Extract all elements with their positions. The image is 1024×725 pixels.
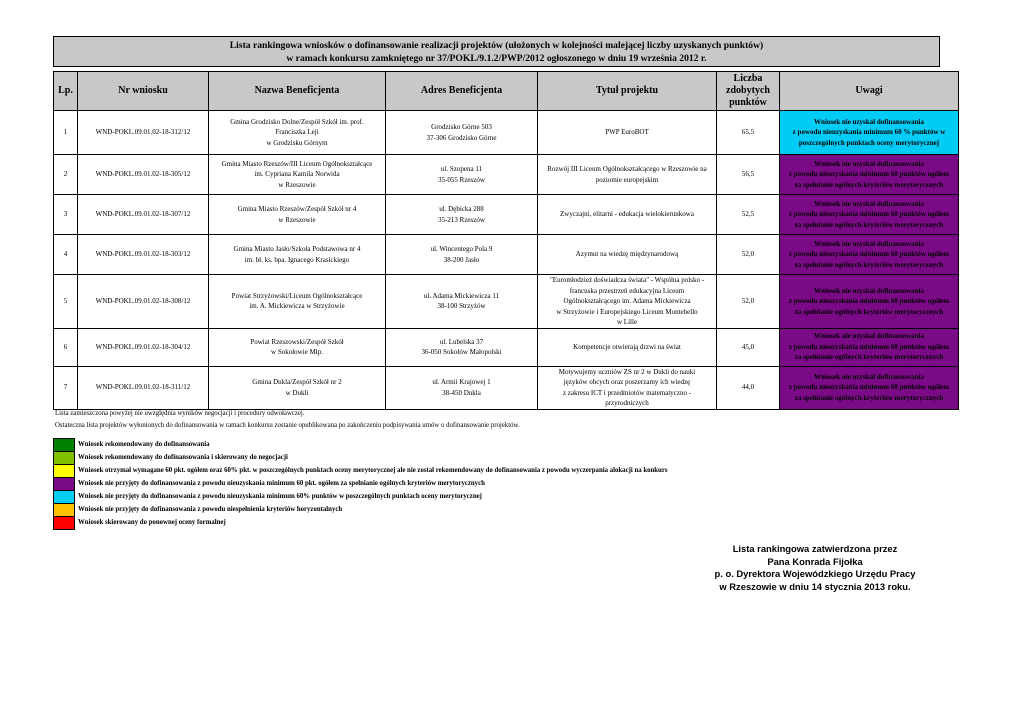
cell-line: w Sokołowie Młp. [271, 348, 323, 356]
legend-item [53, 477, 753, 490]
cell-tytul [538, 328, 717, 366]
title-line-1: Lista rankingowa wniosków o dofinansowanie realizacji projektów (ułożonych w kolejności malejącej liczby uzyskanych punktów) [229, 39, 764, 51]
cell-line: ul. Szopena 11 [440, 165, 483, 173]
approval-line: w Rzeszowie w dniu 14 stycznia 2013 roku. [719, 580, 911, 592]
cell-line: Wniosek nie uzyskał dofinansowania [814, 372, 924, 381]
cell-line: ul. Lubelska 37 [439, 337, 484, 346]
cell-line: w Grodzisku Górnym [266, 138, 328, 147]
cell-line: 38-450 Dukla [442, 388, 481, 397]
legend-label: Wniosek nie przyjęty do dofinansowania z powodu nieuzyskania minimum 60% punktów w poszczególnych punktach oceny merytorycznej [78, 493, 482, 500]
cell-line: Kompetencje otwierają drzwi na świat [573, 342, 681, 351]
cell-line: Gmina Miasto Jasło/Szkoła Podstawowa nr 4 [233, 245, 361, 253]
cell-line: Grodzisko Górne 503 [431, 123, 492, 131]
approval-line: Pana Konrada Fijołka [767, 555, 863, 567]
cell-line: 35-213 Rzeszów [438, 215, 485, 224]
cell-adres [386, 111, 538, 155]
cell-punkty: 45,0 [717, 328, 780, 366]
cell-line: im. A. Mickiewicza w Strzyżowie [249, 302, 345, 311]
cell-lp: 6 [54, 328, 78, 366]
cell-tytul [538, 155, 717, 195]
cell-tytul [538, 275, 717, 329]
legend-swatch [53, 516, 75, 530]
cell-nr-wniosku: WND-POKL.09.01.02-18-308/12 [78, 275, 209, 329]
cell-uwagi [780, 275, 959, 329]
cell-line: z powodu nieuzyskania minimum 60 punktów ogółem [788, 210, 950, 219]
cell-line: za spełnianie ogólnych kryteriów merytorycznych [794, 353, 944, 362]
cell-line: przyrodniczych [605, 399, 649, 407]
cell-line: 38-100 Strzyżów [437, 302, 486, 311]
cell-uwagi [780, 366, 959, 409]
cell-beneficjent [209, 366, 386, 409]
cell-lp: 4 [54, 235, 78, 275]
cell-lp: 1 [54, 111, 78, 155]
cell-line: Franciszka Leji [275, 128, 319, 137]
cell-nr-wniosku: WND-POKL.09.01.02-18-304/12 [78, 328, 209, 366]
cell-line: Wniosek nie uzyskał dofinansowania [814, 159, 924, 168]
legend-label: Wniosek nie przyjęty do dofinansowania z powodu niespełnienia kryteriów horyzontalnych [78, 506, 343, 513]
header-nr-wniosku: Nr wniosku [78, 72, 209, 111]
legend-swatch [53, 451, 75, 465]
cell-line: języków obcych oraz poszerzamy ich wiedzę [563, 378, 691, 386]
cell-adres [386, 155, 538, 195]
header-adres-beneficjenta: Adres Beneficjenta [386, 72, 538, 111]
cell-line: za spełnianie ogólnych kryteriów merytorycznych [794, 180, 944, 189]
cell-lp: 5 [54, 275, 78, 329]
cell-line: 36-050 Sokołów Małopolski [421, 348, 502, 356]
cell-punkty: 52,0 [717, 235, 780, 275]
note-line: Lista zamieszczona powyżej nie uwzględnia wyników negocjacji i procedury odwoławczej. [55, 410, 305, 417]
cell-line: z powodu nieuzyskania minimum 60 punktów ogółem [788, 250, 950, 259]
cell-line: w Rzeszowie [278, 215, 316, 224]
cell-uwagi [780, 155, 959, 195]
cell-nr-wniosku: WND-POKL.09.01.02-18-303/12 [78, 235, 209, 275]
cell-line: z zakresu ICT i przedmiotów matematyczno - [562, 388, 692, 397]
approval-line: p. o. Dyrektora Wojewódzkiego Urzędu Pracy [714, 568, 916, 579]
legend-item [53, 451, 753, 464]
cell-punkty: 65,5 [717, 111, 780, 155]
cell-line: 38-200 Jasło [443, 255, 480, 264]
cell-line: PWP EuroBOT [605, 128, 649, 137]
cell-line: za spełnianie ogólnych kryteriów merytorycznych [794, 260, 944, 269]
legend-swatch [53, 464, 75, 478]
legend-label: Wniosek rekomendowany do dofinansowania i skierowany do negocjacji [78, 454, 288, 461]
cell-line: poszczególnych punktach oceny merytorycznej [798, 138, 940, 147]
cell-punkty: 52,0 [717, 275, 780, 329]
cell-beneficjent [209, 235, 386, 275]
legend-item [53, 516, 753, 529]
title-line-2: w ramach konkursu zamkniętego nr 37/POKL/9.1.2/PWP/2012 ogłoszonego w dniu 19 września 2012 r. [286, 52, 707, 64]
legend-swatch [53, 503, 75, 517]
cell-line: francuska przestrzeń edukacyjna Liceum [569, 286, 685, 295]
cell-beneficjent [209, 275, 386, 329]
cell-line: w Strzyżowie i Europejskiego Liceum Montebello [556, 307, 698, 316]
cell-line: ul. Wincentego Pola 9 [430, 245, 493, 253]
header-tytul-projektu: Tytuł projektu [538, 72, 717, 111]
cell-line: Gmina Dukla/Zespół Szkół nr 2 [252, 378, 342, 386]
notes [55, 408, 520, 432]
legend-label: Wniosek nie przyjęty do dofinansowania z powodu nieuzyskania minimum 60 pkt. ogółem za spełnianie ogólnych kryteriów merytorycznych [78, 480, 485, 487]
cell-line: ul. Armii Krajowej 1 [432, 378, 491, 386]
cell-lp: 2 [54, 155, 78, 195]
color-legend [53, 438, 753, 529]
cell-line: Gmina Miasto Rzeszów/Zespół Szkół nr 4 [237, 205, 357, 213]
cell-adres [386, 235, 538, 275]
approval-note [700, 543, 930, 593]
cell-punkty: 52,5 [717, 195, 780, 235]
header-punkty-line: punktów [729, 97, 767, 108]
table-row [54, 195, 959, 235]
cell-nr-wniosku: WND-POKL.09.01.02-18-312/12 [78, 111, 209, 155]
header-liczba-punktow [717, 72, 780, 111]
legend-label: Wniosek skierowany do ponownej oceny formalnej [78, 519, 226, 526]
cell-lp: 7 [54, 366, 78, 409]
legend-label: Wniosek rekomendowany do dofinansowania [78, 441, 210, 448]
table-row [54, 328, 959, 366]
table-row [54, 111, 959, 155]
cell-line: Zwyczajni, elitarni - edukacja wielokierunkowa [560, 210, 694, 219]
legend-item [53, 464, 753, 477]
cell-line: z powodu nieuzyskania minimum 60 punktów ogółem [788, 297, 950, 305]
header-nazwa-beneficjenta: Nazwa Beneficjenta [209, 72, 386, 111]
table-row [54, 155, 959, 195]
legend-item [53, 503, 753, 516]
cell-line: Wniosek nie uzyskał dofinansowania [814, 199, 924, 208]
cell-line: za spełnianie ogólnych kryteriów merytorycznych [794, 307, 944, 316]
cell-line: Rozwój III Liceum Ogólnokształcącego w Rzeszowie na [547, 165, 707, 173]
table-header-row [54, 72, 959, 111]
cell-adres [386, 366, 538, 409]
cell-line: w Dukli [285, 388, 309, 397]
cell-lp: 3 [54, 195, 78, 235]
cell-adres [386, 195, 538, 235]
cell-tytul [538, 366, 717, 409]
cell-line: 37-306 Grodzisko Górne [426, 133, 497, 142]
cell-line: Gmina Miasto Rzeszów/III Liceum Ogólnokształcące [221, 159, 373, 168]
cell-line: "Euromłodzież doświadcza świata" - Wspólna polsko - [549, 276, 705, 284]
cell-line: poziomie europejskim [595, 175, 659, 184]
cell-nr-wniosku: WND-POKL.09.01.02-18-307/12 [78, 195, 209, 235]
legend-item [53, 490, 753, 503]
cell-uwagi [780, 195, 959, 235]
cell-line: im. bł. ks. bpa. Ignacego Krasickiego [244, 255, 350, 264]
cell-line: Wniosek nie uzyskał dofinansowania [814, 117, 924, 126]
cell-tytul [538, 235, 717, 275]
cell-line: ul. Dębicka 288 [439, 205, 484, 213]
cell-line: Wniosek nie uzyskał dofinansowania [814, 332, 924, 341]
cell-uwagi [780, 328, 959, 366]
cell-line: Azymut na wiedzę międzynarodową [575, 250, 679, 259]
cell-line: za spełnianie ogólnych kryteriów merytorycznych [794, 393, 944, 402]
cell-line: ul. Adama Mickiewicza 11 [423, 291, 500, 300]
cell-beneficjent [209, 155, 386, 195]
cell-line: Wniosek nie uzyskał dofinansowania [814, 239, 924, 248]
cell-line: z powodu nieuzyskania minimum 60 punktów ogółem [788, 170, 950, 179]
cell-tytul [538, 111, 717, 155]
approval-line: Lista rankingowa zatwierdzona przez [732, 543, 898, 554]
cell-line: z powodu nieuzyskania minimum 60 punktów ogółem [788, 342, 950, 351]
cell-punkty: 44,0 [717, 366, 780, 409]
cell-beneficjent [209, 111, 386, 155]
cell-beneficjent [209, 328, 386, 366]
cell-line: Gmina Grodzisko Dolne/Zespół Szkół im. prof. [230, 117, 364, 126]
page-title [53, 36, 940, 67]
table-row [54, 366, 959, 409]
cell-adres [386, 275, 538, 329]
table-row [54, 275, 959, 329]
note-line: Ostateczna lista projektów wyłonionych do dofinansowania w ramach konkursu zostanie opublikowana po zakończeniu podpisywania umów o dofinansowanie projektów. [55, 422, 520, 429]
cell-nr-wniosku: WND-POKL.09.01.02-18-305/12 [78, 155, 209, 195]
cell-line: za spełnianie ogólnych kryteriów merytorycznych [794, 220, 944, 229]
table-row [54, 235, 959, 275]
legend-swatch [53, 438, 75, 452]
legend-item [53, 438, 753, 451]
cell-line: Ogólnokształcącego im. Adama Mickiewicza [563, 297, 691, 305]
ranking-table [53, 71, 959, 410]
cell-uwagi [780, 235, 959, 275]
header-uwagi: Uwagi [780, 72, 959, 111]
header-punkty-line: zdobytych [726, 85, 770, 96]
cell-line: w Lille [616, 318, 638, 326]
cell-line: z powodu nieuzyskania minimum 60 % punktów w [792, 128, 946, 137]
cell-line: z powodu nieuzyskania minimum 60 punktów ogółem [788, 383, 950, 392]
header-lp: Lp. [54, 72, 78, 111]
legend-swatch [53, 477, 75, 491]
cell-nr-wniosku: WND-POKL.09.01.02-18-311/12 [78, 366, 209, 409]
legend-label: Wniosek otrzymał wymagane 60 pkt. ogółem oraz 60% pkt. w poszczególnych punktach oceny merytorycznej ale nie został rekomendowany do dofinansowania z powodu wyczerpania alokacji na konkurs [78, 467, 668, 474]
cell-line: w Rzeszowie [278, 180, 316, 189]
header-punkty-line: Liczba [733, 73, 763, 84]
cell-uwagi [780, 111, 959, 155]
cell-line: Powiat Rzeszowski/Zespół Szkół [250, 337, 344, 346]
cell-beneficjent [209, 195, 386, 235]
cell-line: 35-055 Rzeszów [438, 175, 485, 184]
cell-tytul [538, 195, 717, 235]
cell-line: Motywujemy uczniów ZS nr 2 w Dukli do nauki [558, 367, 696, 376]
cell-line: im. Cypriana Kamila Norwida [254, 170, 340, 179]
legend-swatch [53, 490, 75, 504]
cell-line: Wniosek nie uzyskał dofinansowania [814, 286, 924, 295]
cell-adres [386, 328, 538, 366]
cell-line: Powiat Strzyżowski/Liceum Ogólnokształcące [231, 291, 363, 300]
cell-punkty: 56,5 [717, 155, 780, 195]
